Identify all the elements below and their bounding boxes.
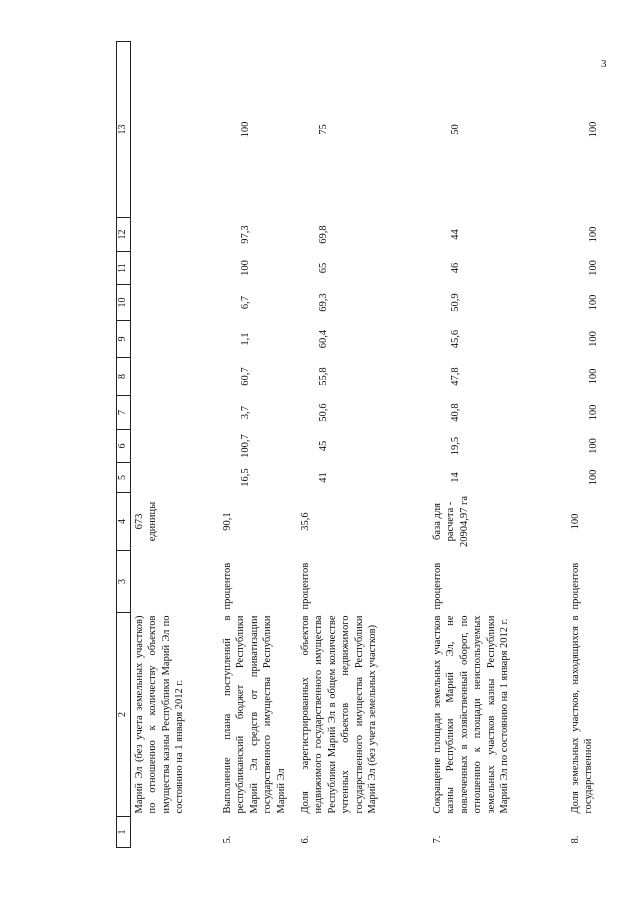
value-cell: 16,5 bbox=[240, 468, 251, 487]
row-number: 7. bbox=[432, 835, 443, 844]
value-cell: 45,6 bbox=[450, 329, 461, 349]
table-row bbox=[295, 42, 427, 848]
value-cell: 100 bbox=[588, 121, 599, 138]
value-cell: 100 bbox=[588, 226, 599, 243]
value-cell bbox=[131, 285, 218, 321]
row-number: 5. bbox=[222, 835, 233, 844]
value-cell bbox=[131, 396, 218, 430]
value-cell: 100 bbox=[588, 469, 599, 486]
value-cell: 47,8 bbox=[450, 367, 461, 386]
base-value-cell: 100 bbox=[570, 513, 581, 530]
value-cell: 55,8 bbox=[318, 367, 329, 386]
value-cell bbox=[131, 358, 218, 396]
value-cell: 40,8 bbox=[450, 403, 461, 422]
column-header: 13 bbox=[117, 42, 131, 218]
base-value-cell: 673 единицы bbox=[134, 501, 159, 542]
value-cell: 50,9 bbox=[450, 293, 461, 312]
value-cell bbox=[131, 321, 218, 358]
value-cell: 6,7 bbox=[240, 295, 251, 310]
indicator-description: Сокращение площади земельных участков казны Республики Марий Эл, не вовлеченных в хозяйственный оборот, по отношению к площади неиспользуемых земельных участков казны Республики Марий Эл по состоянию на 1 января 2012 г. bbox=[432, 615, 511, 814]
column-header: 8 bbox=[117, 358, 131, 396]
value-cell: 100 bbox=[588, 368, 599, 385]
indicators-table bbox=[116, 41, 633, 848]
indicator-description: Доля зарегистрированных объектов недвижимого государственного имущества Республики Марий Эл в общем количестве учтенных объектов недвижимого государственного имущества Республики Марий Эл (без учета земельных участков) bbox=[300, 615, 379, 814]
value-cell: 75 bbox=[318, 124, 329, 135]
value-cell: 97,3 bbox=[240, 225, 251, 244]
row-number bbox=[131, 817, 218, 848]
value-cell: 14 bbox=[450, 472, 461, 483]
table-row bbox=[217, 42, 295, 848]
column-header: 3 bbox=[117, 551, 131, 613]
unit-cell: процентов bbox=[570, 562, 581, 610]
column-header: 1 bbox=[117, 817, 131, 848]
indicator-description: Выполнение плана поступлений в республиканский бюджет Республики Марий Эл средств от приватизации государственного имущества Республики Марий Эл bbox=[222, 615, 287, 814]
row-number: 6. bbox=[300, 835, 311, 844]
value-cell: 100 bbox=[588, 331, 599, 347]
column-header: 11 bbox=[117, 252, 131, 285]
value-cell: 100,7 bbox=[240, 434, 251, 458]
value-cell: 100 bbox=[588, 404, 599, 421]
header-row bbox=[117, 42, 131, 848]
page-number: 3 bbox=[601, 58, 607, 70]
value-cell: 44 bbox=[450, 229, 461, 240]
value-cell bbox=[131, 252, 218, 285]
value-cell: 100 bbox=[240, 260, 251, 276]
value-cell: 45 bbox=[318, 440, 329, 452]
value-cell bbox=[131, 42, 218, 218]
value-cell bbox=[131, 218, 218, 252]
column-header: 7 bbox=[117, 396, 131, 430]
value-cell: 3,7 bbox=[240, 405, 251, 420]
unit-cell: процентов bbox=[300, 562, 311, 610]
column-header: 10 bbox=[117, 285, 131, 321]
value-cell: 100 bbox=[588, 438, 599, 454]
base-value-cell: база для расчета - 20904,97 га bbox=[432, 496, 470, 547]
value-cell: 46 bbox=[450, 262, 461, 274]
row-number: 8. bbox=[570, 835, 581, 844]
base-value-cell: 35,6 bbox=[300, 512, 311, 531]
indicator-description: Марий Эл (без учета земельных участков) по отношению к количеству объектов имущества казны Республики Марий Эл по состоянию на 1 января 2012 г. bbox=[134, 615, 186, 814]
column-header: 4 bbox=[117, 493, 131, 551]
value-cell: 69,3 bbox=[318, 293, 329, 312]
column-header: 6 bbox=[117, 430, 131, 463]
column-header: 12 bbox=[117, 218, 131, 252]
value-cell: 60,4 bbox=[318, 329, 329, 349]
column-header: 2 bbox=[117, 613, 131, 817]
value-cell: 69,8 bbox=[318, 225, 329, 244]
indicator-description: Доля земельных участков, находящихся в государственной bbox=[570, 615, 595, 814]
value-cell: 100 bbox=[240, 121, 251, 138]
value-cell: 100 bbox=[588, 260, 599, 276]
value-cell bbox=[131, 430, 218, 463]
unit-cell: процентов bbox=[432, 562, 443, 610]
value-cell: 50,6 bbox=[318, 403, 329, 422]
value-cell: 50 bbox=[450, 124, 461, 135]
column-header: 9 bbox=[117, 321, 131, 358]
table-row bbox=[131, 42, 218, 848]
value-cell: 1,1 bbox=[240, 332, 251, 346]
unit-cell bbox=[131, 551, 218, 613]
unit-cell: процентов bbox=[222, 562, 233, 610]
table-row bbox=[427, 42, 565, 848]
base-value-cell: 90,1 bbox=[222, 512, 233, 531]
value-cell: 65 bbox=[318, 262, 329, 274]
rotated-table-container bbox=[116, 62, 601, 848]
value-cell: 19,5 bbox=[450, 436, 461, 456]
value-cell: 100 bbox=[588, 294, 599, 311]
column-header: 5 bbox=[117, 463, 131, 493]
value-cell: 60,7 bbox=[240, 367, 251, 386]
value-cell: 41 bbox=[318, 472, 329, 483]
value-cell bbox=[131, 463, 218, 493]
table-row bbox=[565, 42, 633, 848]
